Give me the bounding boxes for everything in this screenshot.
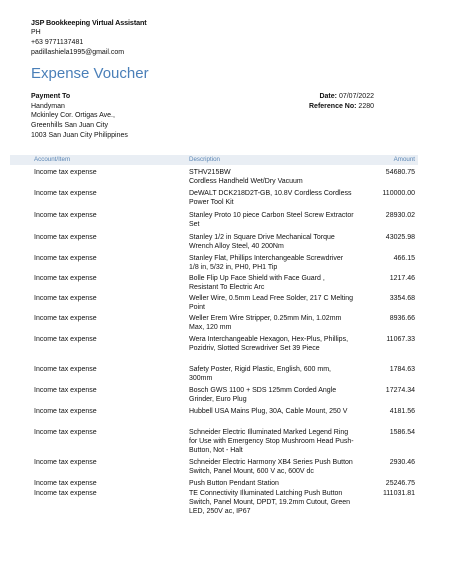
row-amount: 28930.02 [385, 212, 415, 219]
row-amount: 2930.46 [389, 459, 415, 466]
payee-name: Handyman [31, 103, 65, 110]
reference-value: 2280 [358, 103, 374, 110]
row-amount: 25246.75 [385, 480, 415, 487]
reference-row [0, 102, 374, 112]
row-description: Bosch GWS 1100 + SDS 125mm Corded Angle Grinder, Euro Plug [189, 387, 337, 403]
row-description: Bolle Flip Up Face Shield with Face Guard , Resistant To Electric Arc [189, 275, 325, 291]
company-name: JSP Bookkeeping Virtual Assistant [31, 18, 147, 27]
voucher-title: Expense Voucher [31, 65, 149, 82]
row-account: Income tax expense [34, 295, 97, 302]
table-row [0, 211, 451, 233]
row-description: Weller Wire, 0.5mm Lead Free Solder, 217 C Melting Point [189, 295, 354, 311]
row-description: Stanley Proto 10 piece Carbon Steel Screw Extractor Set [189, 212, 354, 228]
table-row [0, 168, 451, 189]
payee-address-line: Greenhills San Juan City [31, 122, 109, 129]
row-account: Income tax expense [34, 315, 97, 322]
table-body [0, 168, 451, 519]
payee-address [31, 111, 128, 141]
row-description: Stanley Flat, Phillips Interchangeable Screwdriver 1/8 in, 5/32 in, PH0, PH1 Tip [189, 255, 344, 271]
row-description: Weller Erem Wire Stripper, 0.25mm Min, 1.02mm Max, 120 mm [189, 315, 342, 331]
row-account: Income tax expense [34, 387, 97, 394]
table-row [0, 365, 451, 386]
row-description-line: STHV215BW [189, 169, 231, 176]
row-account: Income tax expense [34, 459, 97, 466]
table-row [0, 335, 451, 365]
header-description: Description [189, 156, 220, 163]
date-row [0, 92, 374, 102]
table-row [0, 314, 451, 335]
table-row [0, 233, 451, 254]
date-value: 07/07/2022 [338, 93, 374, 100]
table-row [0, 479, 451, 489]
row-amount: 110000.00 [382, 190, 415, 197]
row-description-line: Cordless Handheld Wet/Dry Vacuum [189, 178, 303, 185]
row-description: TE Connectivity Illuminated Latching Push Button Switch, Panel Mount, DPDT, 19.2mm Cutout, Green LED, 250V ac, IP67 [189, 490, 351, 515]
row-account: Income tax expense [34, 234, 97, 241]
voucher-meta [0, 92, 374, 112]
header-amount: Amount [393, 156, 415, 163]
row-account: Income tax expense [34, 490, 97, 497]
company-email: padillashiela1995@gmail.com [31, 49, 125, 56]
row-amount: 1784.63 [389, 366, 415, 373]
reference-label: Reference No: [309, 103, 357, 110]
date-label: Date: [319, 93, 337, 100]
row-description: Schneider Electric Illuminated Marked Legend Ring for Use with Emergency Stop Mushroom Head Push-Button, Not - Halt [189, 429, 354, 454]
row-amount: 43025.98 [385, 234, 415, 241]
row-amount: 1586.54 [389, 429, 415, 436]
company-country: PH [31, 29, 41, 36]
table-row [0, 294, 451, 314]
row-amount: 1217.46 [389, 275, 415, 282]
row-amount: 17274.34 [385, 387, 415, 394]
table-row [0, 189, 451, 211]
row-description: Safety Poster, Rigid Plastic, English, 600 mm, 300mm [189, 366, 332, 382]
row-account: Income tax expense [34, 408, 97, 415]
row-amount: 4181.56 [389, 408, 415, 415]
row-account: Income tax expense [34, 336, 97, 343]
company-phone: +63 9771137481 [31, 39, 84, 46]
row-account: Income tax expense [34, 275, 97, 282]
payment-to-label: Payment To [31, 93, 71, 100]
row-description: Stanley 1/2 in Square Drive Mechanical Torque Wrench Alloy Steel, 40 200Nm [189, 234, 335, 250]
row-amount: 8936.66 [389, 315, 415, 322]
row-description: Hubbell USA Mains Plug, 30A, Cable Mount, 250 V [189, 408, 348, 415]
header-account: Account/Item [34, 156, 71, 163]
table-header [10, 155, 418, 165]
table-row [0, 254, 451, 274]
table-row [0, 274, 451, 294]
row-amount: 111031.81 [382, 490, 415, 497]
row-amount: 3354.68 [389, 295, 415, 302]
company-block [31, 18, 147, 58]
table-row [0, 428, 451, 458]
row-description [189, 168, 354, 186]
row-account: Income tax expense [34, 480, 97, 487]
table-row [0, 386, 451, 407]
payee-address-line: 1003 San Juan City Philippines [31, 132, 128, 139]
payee-address-line: Mckinley Cor. Ortigas Ave., [31, 112, 115, 119]
table-row [0, 458, 451, 479]
row-description: Wera Interchangeable Hexagon, Hex-Plus, Phillips, Pozidriv, Slotted Screwdriver Set 39 Piece [189, 336, 349, 352]
table-row [0, 407, 451, 428]
row-description: DeWALT DCK218D2T-GB, 10.8V Cordless Cordless Power Tool Kit [189, 190, 352, 206]
row-account: Income tax expense [34, 190, 97, 197]
row-account: Income tax expense [34, 429, 97, 436]
row-amount: 11067.33 [386, 336, 415, 343]
row-account: Income tax expense [34, 255, 97, 262]
row-amount: 54680.75 [385, 169, 415, 176]
row-account: Income tax expense [34, 169, 97, 176]
row-account: Income tax expense [34, 212, 97, 219]
row-description: Schneider Electric Harmony XB4 Series Push Button Switch, Panel Mount, 600 V ac, 600V dc [189, 459, 353, 475]
row-amount: 466.15 [393, 255, 415, 262]
row-description: Push Button Pendant Station [189, 480, 279, 487]
row-account: Income tax expense [34, 366, 97, 373]
table-row [0, 489, 451, 519]
